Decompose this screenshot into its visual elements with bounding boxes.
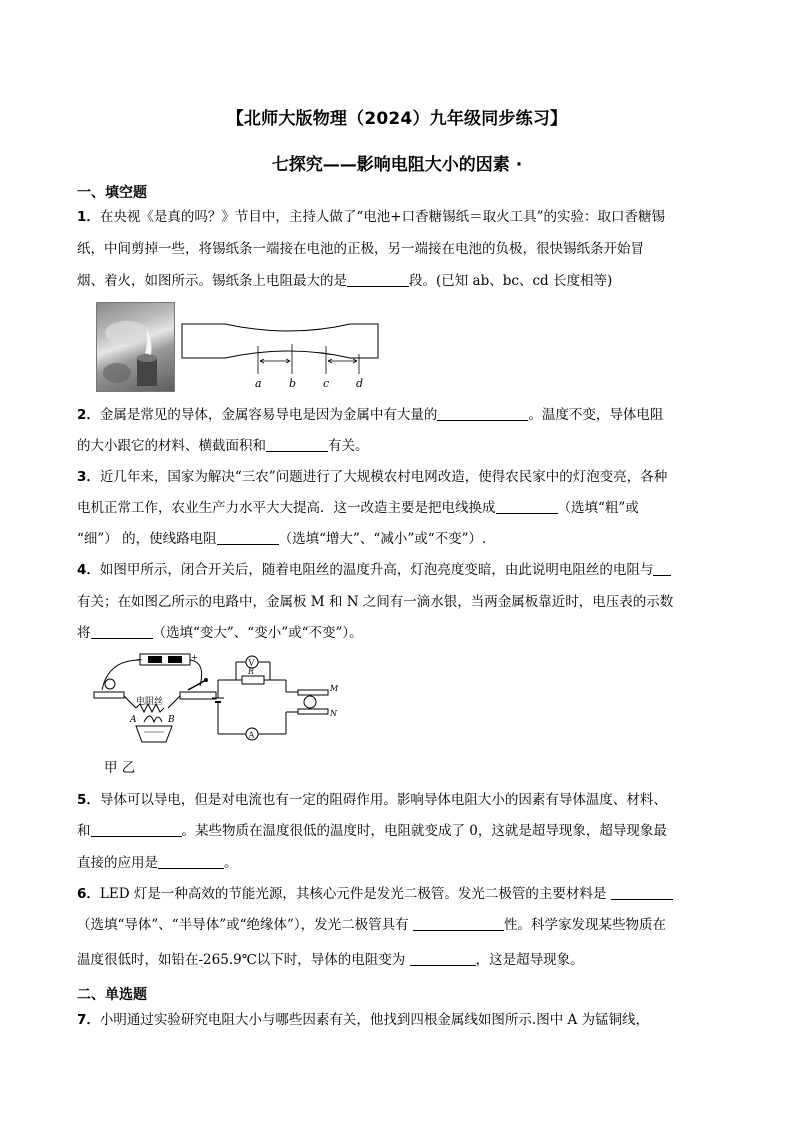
q3-text-3b: （选填“增大”、“减小”或“不变”）. xyxy=(278,531,487,547)
q5-number: 5． xyxy=(77,792,100,808)
q6-line-2 xyxy=(77,916,666,934)
q7-line-1 xyxy=(77,1011,649,1029)
q4-label-ammeter: A xyxy=(248,730,255,740)
q1-line-1 xyxy=(77,208,665,226)
q6-number: 6． xyxy=(77,886,100,902)
q5-text-1: 导体可以导电，但是对电流也有一定的阻碍作用。影响导体电阻大小的因素有导体温度、材料、 xyxy=(99,792,667,808)
q6-text-3a: 温度很低时，如铅在-265.9℃以下时，导体的电阻变为 xyxy=(77,952,406,968)
q5-text-3a: 直接的应用是 xyxy=(77,855,158,871)
q2-answer-blank-1[interactable] xyxy=(437,406,528,421)
q4-text-3b: （选填“变大”、“变小”或“不变”）。 xyxy=(152,625,363,641)
q2-text-2a: 的大小跟它的材料、横截面积和 xyxy=(77,438,266,454)
q5-text-2a: 和 xyxy=(77,823,91,839)
q4-number: 4． xyxy=(77,562,100,578)
q4-line-3 xyxy=(77,624,363,642)
q6-text-2b: 性。科学家发现某些物质在 xyxy=(503,917,666,933)
q3-text-1: 近几年来，国家为解决“三农”问题进行了大规模农村电网改造，使得农民家中的灯泡变亮，各种 xyxy=(99,469,668,485)
q2-answer-blank-2[interactable] xyxy=(266,437,328,452)
q3-text-3a: “细”） 的，使线路电阻 xyxy=(77,531,217,547)
q4-label-wire: 电阻丝 xyxy=(136,697,164,707)
q1-text-3a: 烟、着火，如图所示。锡纸条上电阻最大的是 xyxy=(77,273,347,289)
q4-text-1: 如图甲所示，闭合开关后，随着电阻丝的温度升高，灯泡亮度变暗，由此说明电阻丝的电阻与 xyxy=(99,562,654,578)
q4-answer-blank-2[interactable] xyxy=(91,624,153,639)
q1-text-3b: 段。(已知 ab、bc、cd 长度相等) xyxy=(409,273,613,289)
q1-text-1: 在央视《是真的吗？》节目中，主持人做了“电池+口香糖锡纸＝取火工具”的实验：取口香糖锡 xyxy=(99,209,666,225)
q5-line-3 xyxy=(77,854,238,872)
q3-text-2b: （选填“粗”或 xyxy=(557,500,639,516)
q2-text-1a: 金属是常见的导体，金属容易导电是因为金属中有大量的 xyxy=(99,407,438,423)
q4-label-M: M xyxy=(330,684,338,693)
q3-line-1 xyxy=(77,468,667,486)
q6-text-1a: LED 灯是一种高效的节能光源，其核心元件是发光二极管。发光二极管的主要材料是 xyxy=(99,886,607,902)
q5-text-2b: 。某些物质在温度很低的温度时，电阻就变成了 0，这就是超导现象，超导现象最 xyxy=(181,823,667,839)
document-subtitle: 七探究——影响电阻大小的因素 · xyxy=(271,155,523,175)
q7-text-1: 小明通过实验研究电阻大小与哪些因素有关，他找到四根金属线如图所示.图中 A 为锰铜线， xyxy=(99,1012,650,1028)
q4-label-R: R xyxy=(248,667,255,676)
q4-line-2: 有关；在如图乙所示的电路中，金属板 M 和 N 之间有一滴水银，当两金属板靠近时，电压表的示数 xyxy=(77,594,674,610)
section-single-choice: 二、单选题 xyxy=(77,987,147,1003)
svg-text:−: − xyxy=(136,655,143,664)
q2-text-2b: 有关。 xyxy=(328,438,369,454)
q4-label-N: N xyxy=(330,709,337,718)
q6-answer-blank-1[interactable] xyxy=(611,885,673,900)
q2-text-1b: 。温度不变，导体电阻 xyxy=(528,407,664,423)
q3-number: 3． xyxy=(77,469,100,485)
q1-label-d: d xyxy=(356,377,364,390)
q4-text-3a: 将 xyxy=(77,625,91,641)
q5-answer-blank-1[interactable] xyxy=(91,822,182,837)
q6-answer-blank-2[interactable] xyxy=(413,916,504,931)
q4-figure-caption: 甲 乙 xyxy=(104,760,136,776)
q5-answer-blank-2[interactable] xyxy=(158,854,224,869)
q1-label-c: c xyxy=(323,377,330,390)
q1-foil-strip-figure xyxy=(180,316,380,392)
q6-text-2a: （选填“导体”、“半导体”或“绝缘体”），发光二极管具有 xyxy=(77,917,409,933)
q7-number: 7． xyxy=(77,1012,100,1028)
q3-line-2 xyxy=(77,499,639,517)
q5-line-1 xyxy=(77,791,667,809)
q1-photo-drawing xyxy=(97,303,174,391)
q1-line-2: 纸，中间剪掉一些，将锡纸条一端接在电池的正极，另一端接在电池的负极，很快锡纸条开始冒 xyxy=(77,241,644,257)
q6-line-3 xyxy=(77,951,584,969)
q1-answer-blank[interactable] xyxy=(347,272,409,287)
q2-line-1 xyxy=(77,406,663,424)
q4-label-A: A xyxy=(130,715,137,725)
q3-answer-blank-1[interactable] xyxy=(496,499,558,514)
q1-label-a: a xyxy=(255,377,262,390)
q5-line-2 xyxy=(77,822,667,840)
q3-text-2a: 电机正常工作，农业生产力水平大大提高．这一改造主要是把电线换成 xyxy=(77,500,496,516)
q4-line-1 xyxy=(77,561,671,579)
q3-answer-blank-2[interactable] xyxy=(217,530,279,545)
q4-answer-blank-1[interactable] xyxy=(653,561,671,576)
document-title: 【北师大版物理（2024）九年级同步练习】 xyxy=(226,109,568,129)
q6-line-1 xyxy=(77,885,673,903)
svg-text:+: + xyxy=(191,653,198,662)
q4-figure-jia xyxy=(94,653,216,742)
q4-label-V: V xyxy=(248,658,255,668)
q3-line-3 xyxy=(77,530,486,548)
q5-text-3b: 。 xyxy=(224,855,238,871)
section-fill-in: 一、填空题 xyxy=(77,185,147,201)
q4-figure-yi xyxy=(212,656,338,740)
q1-label-b: b xyxy=(289,377,297,390)
q1-line-3 xyxy=(77,272,612,290)
q1-photo xyxy=(96,302,175,392)
q1-number: 1． xyxy=(77,209,100,225)
q6-answer-blank-3[interactable] xyxy=(410,951,476,966)
q2-number: 2． xyxy=(77,407,100,423)
q4-circuit-figures xyxy=(88,650,338,750)
q2-line-2 xyxy=(77,437,369,455)
q6-text-3b: ，这是超导现象。 xyxy=(475,952,584,968)
q4-label-B: B xyxy=(168,715,175,725)
